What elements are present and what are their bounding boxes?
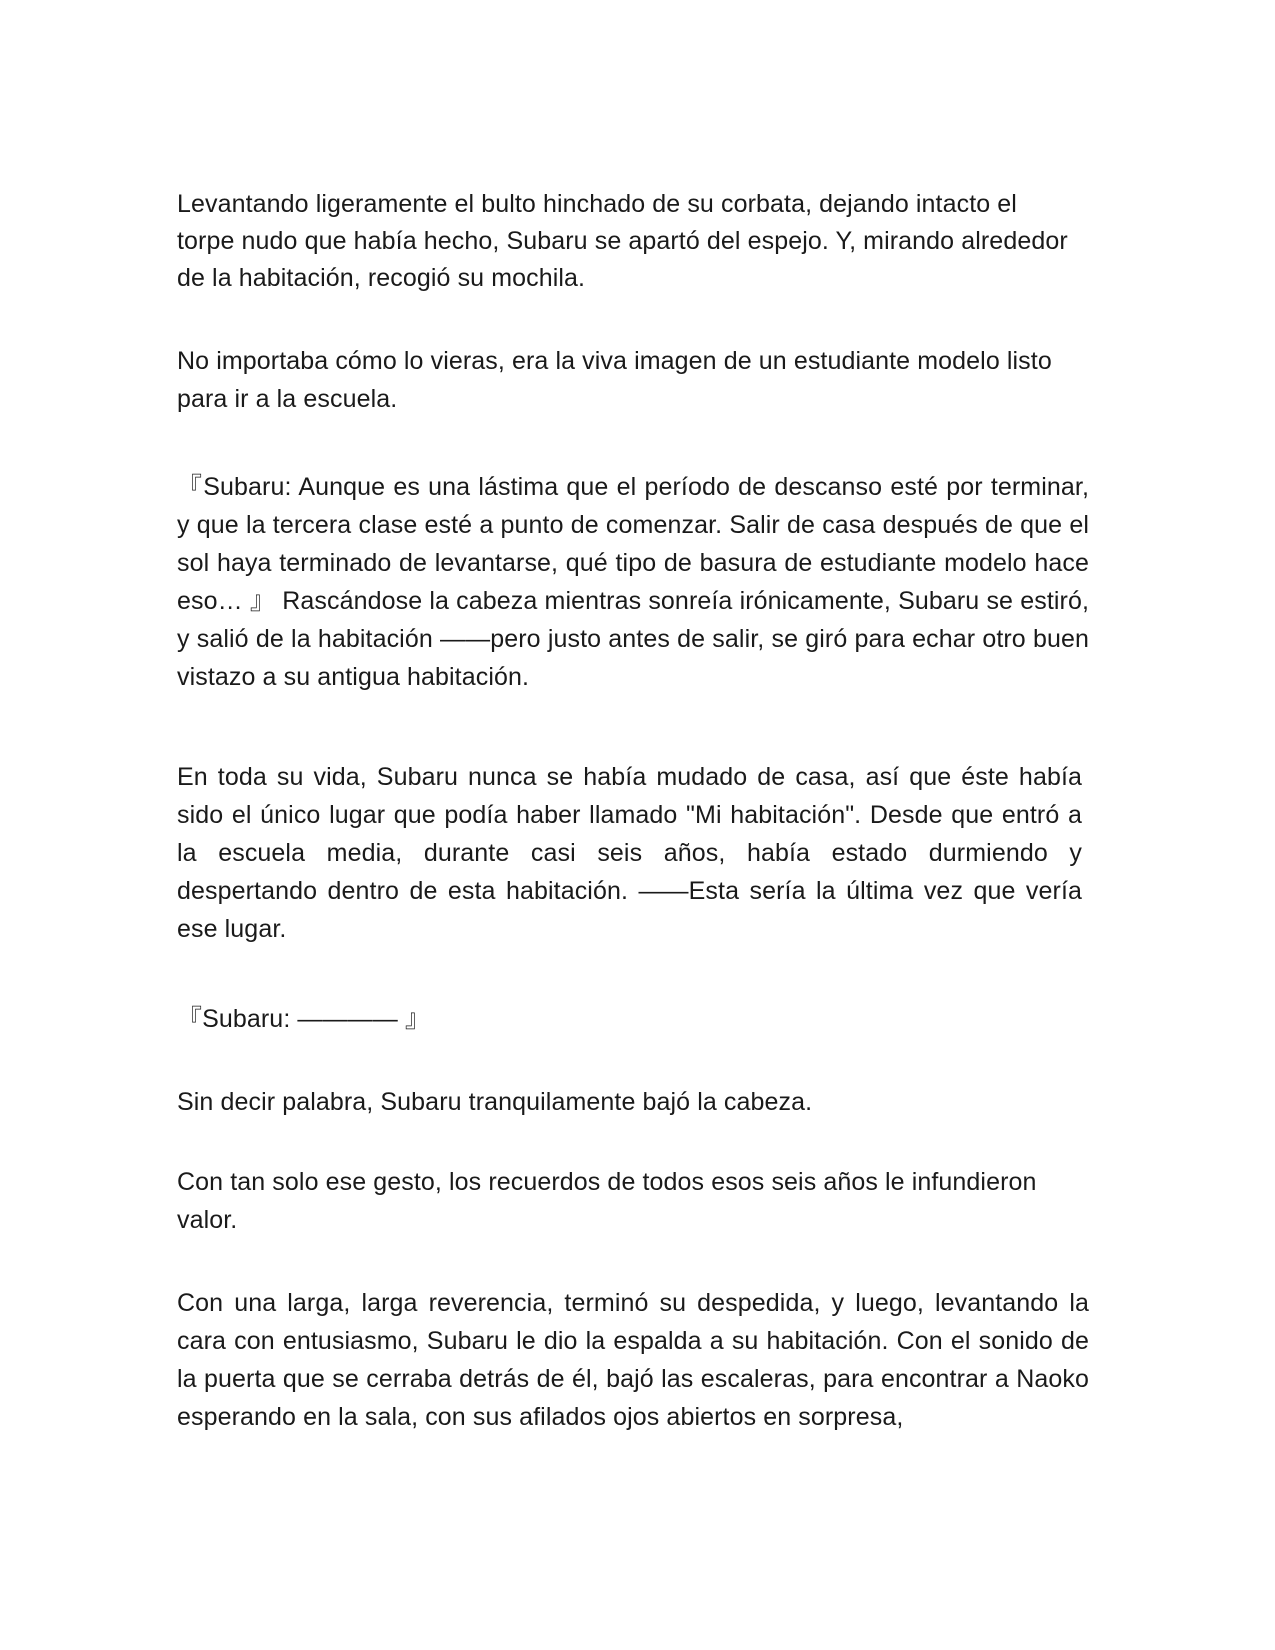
paragraph-3: 『Subaru: Aunque es una lástima que el período de descanso esté por terminar, y que la tercera clase esté a punto de comenzar. Salir de casa después de que el sol haya terminado de levantarse, qué tipo de basura de estudiante modelo hace eso… 』 Rascándose la cabeza mientras sonreía irónicamente, Subaru se estiró, y salió de la habitación ——pero justo antes de salir, se giró para echar otro buen vistazo a su antigua habitación. xyxy=(177,473,1089,691)
paragraph-4: En toda su vida, Subaru nunca se había mudado de casa, así que éste había sido el único lugar que podía haber llamado "Mi habitación". Desde que entró a la escuela media, durante casi seis años, había estado durmiendo y despertando dentro de esta habitación. ——Esta sería la última vez que vería ese lugar. xyxy=(177,763,1082,943)
paragraph-2: No importaba cómo lo vieras, era la viva imagen de un estudiante modelo listo para ir a la escuela. xyxy=(177,347,1052,413)
paragraph-1: Levantando ligeramente el bulto hinchado de su corbata, dejando intacto el torpe nudo que había hecho, Subaru se apartó del espejo. Y, mirando alrededor de la habitación, recogió su mochila. xyxy=(177,190,1068,292)
paragraph-7: Con tan solo ese gesto, los recuerdos de todos esos seis años le infundieron valor. xyxy=(177,1168,1037,1234)
paragraph-5: 『Subaru: ———— 』 xyxy=(177,1005,430,1033)
paragraph-6: Sin decir palabra, Subaru tranquilamente bajó la cabeza. xyxy=(177,1088,813,1116)
paragraph-8: Con una larga, larga reverencia, terminó su despedida, y luego, levantando la cara con entusiasmo, Subaru le dio la espalda a su habitación. Con el sonido de la puerta que se cerraba detrás de él, bajó las escaleras, para encontrar a Naoko esperando en la sala, con sus afilados ojos abiertos en sorpresa, xyxy=(177,1289,1089,1431)
